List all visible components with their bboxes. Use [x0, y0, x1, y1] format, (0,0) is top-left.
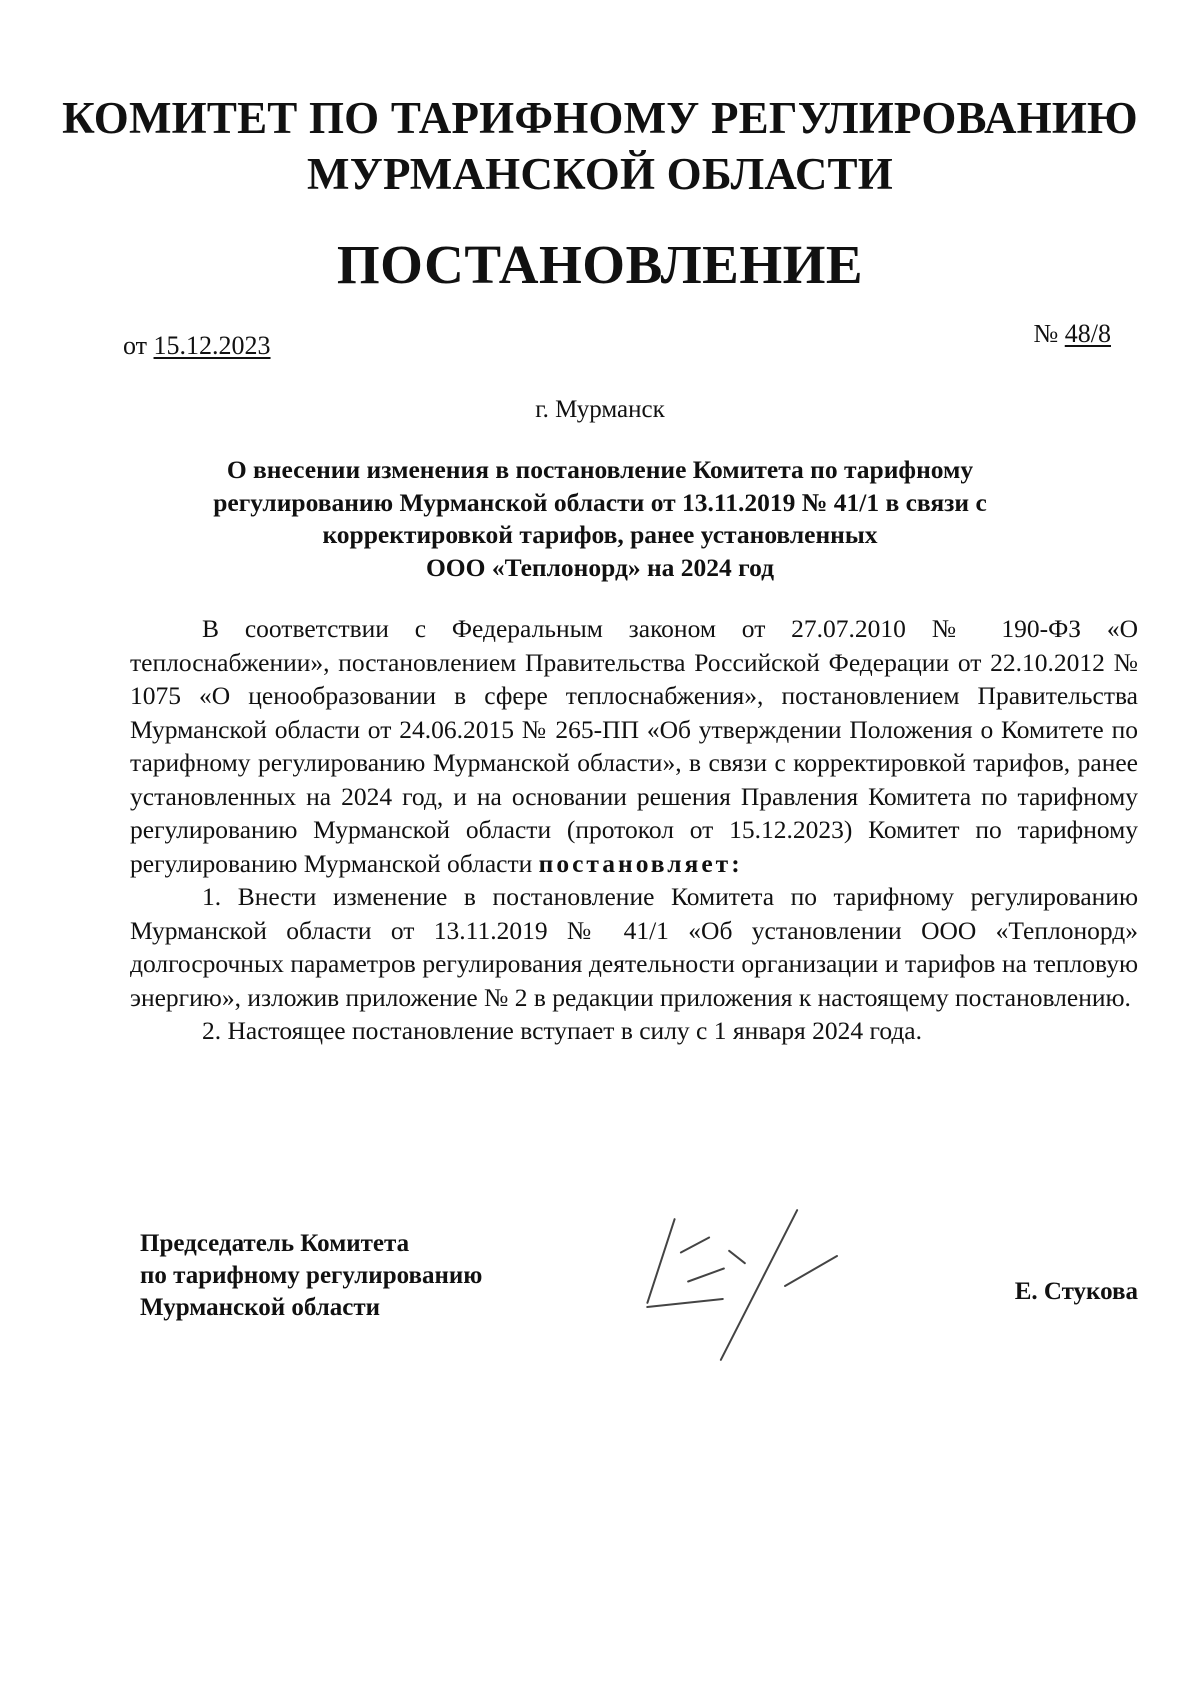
signatory-name: Е. Стукова: [1014, 1278, 1138, 1305]
document-subject: [0, 454, 1200, 584]
subject-line3: корректировкой тарифов, ранее установленных: [322, 520, 878, 549]
signatory-title: [140, 1228, 482, 1324]
subject-line1: О внесении изменения в постановление Комитета по тарифному: [226, 455, 974, 484]
preamble-paragraph: [130, 612, 1138, 880]
date-prefix: от: [123, 331, 148, 360]
organization-title: [0, 90, 1200, 202]
document-city: г. Мурманск: [535, 396, 665, 423]
organization-title-line1: КОМИТЕТ ПО ТАРИФНОМУ РЕГУЛИРОВАНИЮ: [62, 93, 1138, 143]
subject-line2: регулированию Мурманской области от 13.11.2019 № 41/1 в связи с: [213, 487, 987, 517]
preamble-text: В соответствии с Федеральным законом от 27.07.2010 № 190-ФЗ «О теплоснабжении», постановлением Правительства Российской Федерации от 22.10.2012 № 1075 «О ценообразовании в сфере теплоснабжения», постановлением Правительства Мурманской области от 24.06.2015 № 265-ПП «Об утверждении Положения о Комитете по тарифному регулированию Мурманской области», в связи с корректировкой тарифов, ранее установленных на 2024 год, и на основании решения Правления Комитета по тарифному регулированию Мурманской области (протокол от 15.12.2023) Комитет по тарифному регулированию Мурманской области: [130, 614, 1138, 878]
signatory-title-line1: Председатель Комитета: [140, 1230, 410, 1257]
resolves-text: постановляет:: [538, 848, 743, 878]
subject-line4: ООО «Теплонорд» на 2024 год: [425, 552, 775, 582]
signatory-title-line3: Мурманской области: [140, 1294, 381, 1321]
organization-title-line2: МУРМАНСКОЙ ОБЛАСТИ: [307, 149, 893, 199]
document-date: [123, 330, 271, 362]
number-prefix: №: [1033, 319, 1059, 348]
handwritten-signature: [640, 1158, 880, 1378]
signatory-title-line2: по тарифному регулированию: [140, 1262, 483, 1289]
date-value: 15.12.2023: [153, 331, 271, 360]
document-number: [1033, 318, 1111, 350]
document-body: [130, 612, 1138, 1048]
item-1-paragraph: 1. Внести изменение в постановление Комитета по тарифному регулированию Мурманской области от 13.11.2019 № 41/1 «Об установлении ООО «Теплонорд» долгосрочных параметров регулирования деятельности организации и тарифов на тепловую энергию», изложив приложение № 2 в редакции приложения к настоящему постановлению.: [130, 882, 1138, 1012]
document-type: ПОСТАНОВЛЕНИЕ: [336, 234, 864, 295]
item-2-paragraph: 2. Настоящее постановление вступает в силу с 1 января 2024 года.: [202, 1016, 923, 1045]
number-value: 48/8: [1064, 319, 1111, 348]
